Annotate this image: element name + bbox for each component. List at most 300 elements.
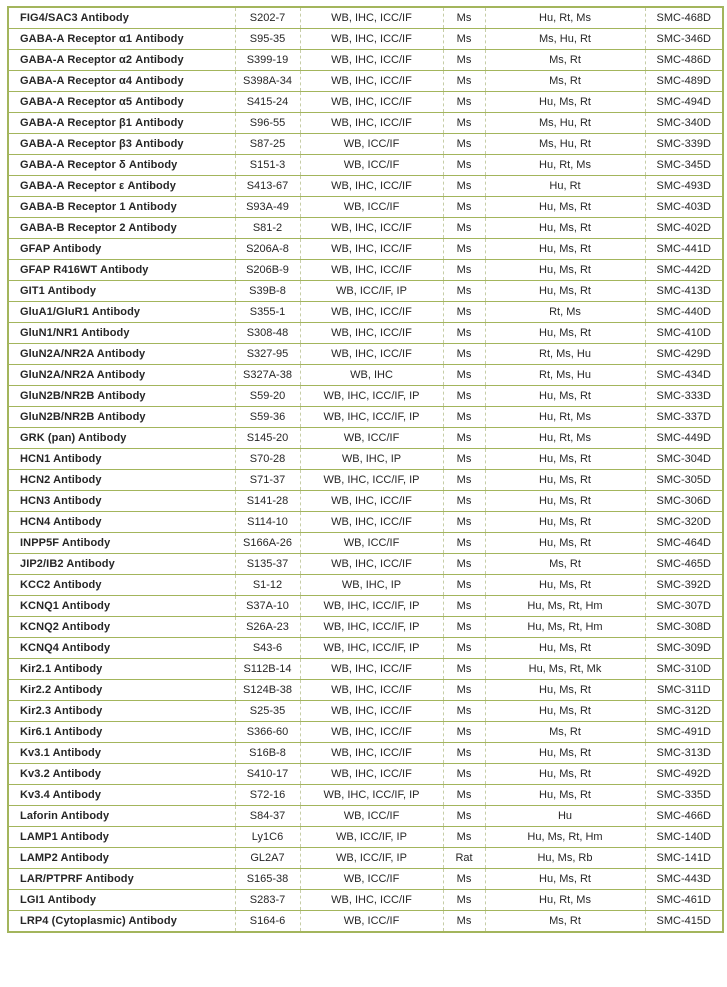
catalog-cell: SMC-308D: [645, 617, 723, 638]
clone-cell: GL2A7: [235, 848, 300, 869]
clone-cell: S59-36: [235, 407, 300, 428]
catalog-cell: SMC-320D: [645, 512, 723, 533]
host-cell: Ms: [443, 29, 485, 50]
clone-cell: S81-2: [235, 218, 300, 239]
table-row: [8, 806, 723, 827]
applications-cell: WB, IHC, ICC/IF, IP: [300, 638, 443, 659]
table-row: [8, 260, 723, 281]
catalog-cell: SMC-311D: [645, 680, 723, 701]
reactivity-cell: Hu, Ms, Rt: [485, 575, 645, 596]
applications-cell: WB, IHC, ICC/IF: [300, 71, 443, 92]
applications-cell: WB, IHC, ICC/IF: [300, 743, 443, 764]
applications-cell: WB, IHC, ICC/IF: [300, 323, 443, 344]
reactivity-cell: Hu, Ms, Rt: [485, 785, 645, 806]
reactivity-cell: Hu, Ms, Rt: [485, 386, 645, 407]
name-cell: KCNQ4 Antibody: [8, 638, 235, 659]
name-cell: GluN1/NR1 Antibody: [8, 323, 235, 344]
clone-cell: S112B-14: [235, 659, 300, 680]
applications-cell: WB, IHC, ICC/IF: [300, 113, 443, 134]
clone-cell: S141-28: [235, 491, 300, 512]
host-cell: Ms: [443, 617, 485, 638]
reactivity-cell: Hu, Ms, Rt: [485, 701, 645, 722]
name-cell: GABA-A Receptor β1 Antibody: [8, 113, 235, 134]
name-cell: INPP5F Antibody: [8, 533, 235, 554]
catalog-cell: SMC-304D: [645, 449, 723, 470]
name-cell: GABA-A Receptor α5 Antibody: [8, 92, 235, 113]
applications-cell: WB, ICC/IF: [300, 533, 443, 554]
reactivity-cell: Hu, Ms, Rt: [485, 470, 645, 491]
host-cell: Ms: [443, 596, 485, 617]
clone-cell: S16B-8: [235, 743, 300, 764]
table-row: [8, 470, 723, 491]
clone-cell: S93A-49: [235, 197, 300, 218]
host-cell: Ms: [443, 701, 485, 722]
table-row: [8, 239, 723, 260]
host-cell: Ms: [443, 281, 485, 302]
catalog-cell: SMC-402D: [645, 218, 723, 239]
catalog-cell: SMC-306D: [645, 491, 723, 512]
table-row: [8, 533, 723, 554]
catalog-cell: SMC-464D: [645, 533, 723, 554]
table-row: [8, 617, 723, 638]
table-row: [8, 827, 723, 848]
catalog-cell: SMC-494D: [645, 92, 723, 113]
catalog-cell: SMC-440D: [645, 302, 723, 323]
table-row: [8, 176, 723, 197]
catalog-cell: SMC-309D: [645, 638, 723, 659]
host-cell: Ms: [443, 260, 485, 281]
catalog-cell: SMC-465D: [645, 554, 723, 575]
applications-cell: WB, IHC, ICC/IF: [300, 701, 443, 722]
host-cell: Ms: [443, 449, 485, 470]
catalog-cell: SMC-429D: [645, 344, 723, 365]
applications-cell: WB, IHC, IP: [300, 449, 443, 470]
host-cell: Ms: [443, 806, 485, 827]
catalog-cell: SMC-307D: [645, 596, 723, 617]
table-row: [8, 71, 723, 92]
reactivity-cell: Hu, Ms, Rt, Hm: [485, 617, 645, 638]
host-cell: Ms: [443, 911, 485, 933]
clone-cell: S283-7: [235, 890, 300, 911]
host-cell: Ms: [443, 71, 485, 92]
applications-cell: WB, IHC, ICC/IF: [300, 239, 443, 260]
host-cell: Ms: [443, 512, 485, 533]
applications-cell: WB, IHC, ICC/IF: [300, 92, 443, 113]
table-row: [8, 575, 723, 596]
reactivity-cell: Hu, Ms, Rt: [485, 680, 645, 701]
applications-cell: WB, ICC/IF: [300, 806, 443, 827]
reactivity-cell: Rt, Ms, Hu: [485, 365, 645, 386]
catalog-cell: SMC-345D: [645, 155, 723, 176]
host-cell: Ms: [443, 92, 485, 113]
applications-cell: WB, IHC, ICC/IF: [300, 722, 443, 743]
applications-cell: WB, IHC, ICC/IF: [300, 176, 443, 197]
catalog-cell: SMC-310D: [645, 659, 723, 680]
catalog-cell: SMC-346D: [645, 29, 723, 50]
reactivity-cell: Hu, Ms, Rt: [485, 218, 645, 239]
reactivity-cell: Hu, Ms, Rb: [485, 848, 645, 869]
clone-cell: S355-1: [235, 302, 300, 323]
applications-cell: WB, IHC, ICC/IF: [300, 764, 443, 785]
catalog-cell: SMC-442D: [645, 260, 723, 281]
clone-cell: S96-55: [235, 113, 300, 134]
clone-cell: S410-17: [235, 764, 300, 785]
table-row: [8, 890, 723, 911]
antibody-table-body: [8, 7, 723, 932]
name-cell: GluN2B/NR2B Antibody: [8, 407, 235, 428]
catalog-cell: SMC-392D: [645, 575, 723, 596]
host-cell: Ms: [443, 533, 485, 554]
clone-cell: S1-12: [235, 575, 300, 596]
table-row: [8, 386, 723, 407]
applications-cell: WB, IHC, ICC/IF: [300, 890, 443, 911]
reactivity-cell: Hu, Ms, Rt: [485, 869, 645, 890]
applications-cell: WB, IHC, ICC/IF: [300, 680, 443, 701]
host-cell: Ms: [443, 890, 485, 911]
catalog-cell: SMC-313D: [645, 743, 723, 764]
clone-cell: S87-25: [235, 134, 300, 155]
reactivity-cell: Hu, Ms, Rt: [485, 239, 645, 260]
reactivity-cell: Hu, Rt, Ms: [485, 428, 645, 449]
clone-cell: S327A-38: [235, 365, 300, 386]
host-cell: Ms: [443, 323, 485, 344]
table-row: [8, 596, 723, 617]
catalog-cell: SMC-486D: [645, 50, 723, 71]
host-cell: Ms: [443, 428, 485, 449]
applications-cell: WB, IHC, ICC/IF, IP: [300, 386, 443, 407]
reactivity-cell: Ms, Rt: [485, 554, 645, 575]
clone-cell: S95-35: [235, 29, 300, 50]
clone-cell: S135-37: [235, 554, 300, 575]
name-cell: GABA-B Receptor 2 Antibody: [8, 218, 235, 239]
table-row: [8, 449, 723, 470]
reactivity-cell: Hu, Ms, Rt, Hm: [485, 827, 645, 848]
name-cell: FIG4/SAC3 Antibody: [8, 7, 235, 29]
table-row: [8, 743, 723, 764]
host-cell: Ms: [443, 134, 485, 155]
table-row: [8, 344, 723, 365]
clone-cell: S151-3: [235, 155, 300, 176]
name-cell: GluA1/GluR1 Antibody: [8, 302, 235, 323]
table-row: [8, 302, 723, 323]
applications-cell: WB, IHC, ICC/IF: [300, 554, 443, 575]
catalog-cell: SMC-466D: [645, 806, 723, 827]
table-row: [8, 50, 723, 71]
table-row: [8, 764, 723, 785]
table-row: [8, 218, 723, 239]
applications-cell: WB, IHC, ICC/IF: [300, 659, 443, 680]
name-cell: LRP4 (Cytoplasmic) Antibody: [8, 911, 235, 933]
name-cell: GABA-A Receptor δ Antibody: [8, 155, 235, 176]
host-cell: Ms: [443, 827, 485, 848]
catalog-cell: SMC-403D: [645, 197, 723, 218]
table-row: [8, 785, 723, 806]
catalog-cell: SMC-410D: [645, 323, 723, 344]
applications-cell: WB, IHC, ICC/IF, IP: [300, 617, 443, 638]
clone-cell: S37A-10: [235, 596, 300, 617]
host-cell: Ms: [443, 785, 485, 806]
name-cell: Kv3.1 Antibody: [8, 743, 235, 764]
catalog-cell: SMC-449D: [645, 428, 723, 449]
host-cell: Ms: [443, 638, 485, 659]
name-cell: Kv3.2 Antibody: [8, 764, 235, 785]
name-cell: HCN1 Antibody: [8, 449, 235, 470]
name-cell: GABA-A Receptor α1 Antibody: [8, 29, 235, 50]
reactivity-cell: Hu, Ms, Rt: [485, 512, 645, 533]
clone-cell: S26A-23: [235, 617, 300, 638]
name-cell: GABA-A Receptor α2 Antibody: [8, 50, 235, 71]
clone-cell: S145-20: [235, 428, 300, 449]
host-cell: Ms: [443, 218, 485, 239]
applications-cell: WB, ICC/IF, IP: [300, 848, 443, 869]
host-cell: Ms: [443, 869, 485, 890]
applications-cell: WB, ICC/IF: [300, 911, 443, 933]
clone-cell: S43-6: [235, 638, 300, 659]
applications-cell: WB, IHC, ICC/IF: [300, 260, 443, 281]
table-row: [8, 911, 723, 933]
applications-cell: WB, IHC, ICC/IF, IP: [300, 785, 443, 806]
table-row: [8, 428, 723, 449]
catalog-cell: SMC-489D: [645, 71, 723, 92]
name-cell: HCN2 Antibody: [8, 470, 235, 491]
table-row: [8, 134, 723, 155]
catalog-cell: SMC-337D: [645, 407, 723, 428]
reactivity-cell: Hu: [485, 806, 645, 827]
host-cell: Ms: [443, 302, 485, 323]
catalog-cell: SMC-492D: [645, 764, 723, 785]
catalog-cell: SMC-339D: [645, 134, 723, 155]
name-cell: JIP2/IB2 Antibody: [8, 554, 235, 575]
catalog-cell: SMC-140D: [645, 827, 723, 848]
applications-cell: WB, ICC/IF: [300, 155, 443, 176]
name-cell: GIT1 Antibody: [8, 281, 235, 302]
clone-cell: S165-38: [235, 869, 300, 890]
applications-cell: WB, IHC, ICC/IF: [300, 344, 443, 365]
name-cell: GABA-B Receptor 1 Antibody: [8, 197, 235, 218]
applications-cell: WB, IHC, ICC/IF, IP: [300, 596, 443, 617]
host-cell: Ms: [443, 743, 485, 764]
reactivity-cell: Ms, Hu, Rt: [485, 134, 645, 155]
host-cell: Ms: [443, 575, 485, 596]
reactivity-cell: Hu, Ms, Rt: [485, 764, 645, 785]
clone-cell: S70-28: [235, 449, 300, 470]
reactivity-cell: Rt, Ms: [485, 302, 645, 323]
reactivity-cell: Ms, Rt: [485, 71, 645, 92]
name-cell: GFAP Antibody: [8, 239, 235, 260]
clone-cell: Ly1C6: [235, 827, 300, 848]
table-row: [8, 869, 723, 890]
table-row: [8, 638, 723, 659]
name-cell: GluN2B/NR2B Antibody: [8, 386, 235, 407]
name-cell: KCNQ1 Antibody: [8, 596, 235, 617]
host-cell: Ms: [443, 113, 485, 134]
host-cell: Ms: [443, 722, 485, 743]
table-row: [8, 323, 723, 344]
host-cell: Ms: [443, 176, 485, 197]
host-cell: Ms: [443, 386, 485, 407]
clone-cell: S202-7: [235, 7, 300, 29]
clone-cell: S164-6: [235, 911, 300, 933]
clone-cell: S398A-34: [235, 71, 300, 92]
applications-cell: WB, IHC: [300, 365, 443, 386]
clone-cell: S206A-8: [235, 239, 300, 260]
reactivity-cell: Ms, Rt: [485, 722, 645, 743]
catalog-cell: SMC-461D: [645, 890, 723, 911]
host-cell: Ms: [443, 470, 485, 491]
catalog-cell: SMC-493D: [645, 176, 723, 197]
applications-cell: WB, ICC/IF: [300, 197, 443, 218]
host-cell: Ms: [443, 365, 485, 386]
host-cell: Ms: [443, 407, 485, 428]
clone-cell: S366-60: [235, 722, 300, 743]
clone-cell: S399-19: [235, 50, 300, 71]
reactivity-cell: Ms, Rt: [485, 911, 645, 933]
clone-cell: S206B-9: [235, 260, 300, 281]
clone-cell: S413-67: [235, 176, 300, 197]
reactivity-cell: Hu, Rt, Ms: [485, 890, 645, 911]
name-cell: Kir2.2 Antibody: [8, 680, 235, 701]
name-cell: Kir6.1 Antibody: [8, 722, 235, 743]
antibody-product-table: [7, 6, 724, 933]
table-row: [8, 7, 723, 29]
clone-cell: S71-37: [235, 470, 300, 491]
name-cell: GluN2A/NR2A Antibody: [8, 365, 235, 386]
reactivity-cell: Hu, Ms, Rt: [485, 491, 645, 512]
name-cell: Kv3.4 Antibody: [8, 785, 235, 806]
clone-cell: S84-37: [235, 806, 300, 827]
name-cell: KCC2 Antibody: [8, 575, 235, 596]
name-cell: HCN4 Antibody: [8, 512, 235, 533]
name-cell: HCN3 Antibody: [8, 491, 235, 512]
name-cell: GluN2A/NR2A Antibody: [8, 344, 235, 365]
table-row: [8, 197, 723, 218]
reactivity-cell: Hu, Ms, Rt: [485, 92, 645, 113]
table-row: [8, 29, 723, 50]
catalog-cell: SMC-491D: [645, 722, 723, 743]
clone-cell: S415-24: [235, 92, 300, 113]
table-row: [8, 554, 723, 575]
name-cell: LAMP2 Antibody: [8, 848, 235, 869]
host-cell: Ms: [443, 239, 485, 260]
reactivity-cell: Ms, Hu, Rt: [485, 29, 645, 50]
host-cell: Ms: [443, 197, 485, 218]
name-cell: GRK (pan) Antibody: [8, 428, 235, 449]
reactivity-cell: Hu, Ms, Rt: [485, 281, 645, 302]
name-cell: Kir2.3 Antibody: [8, 701, 235, 722]
name-cell: GABA-A Receptor α4 Antibody: [8, 71, 235, 92]
name-cell: LAR/PTPRF Antibody: [8, 869, 235, 890]
reactivity-cell: Hu, Rt: [485, 176, 645, 197]
host-cell: Ms: [443, 50, 485, 71]
catalog-cell: SMC-312D: [645, 701, 723, 722]
applications-cell: WB, ICC/IF, IP: [300, 281, 443, 302]
table-row: [8, 491, 723, 512]
applications-cell: WB, IHC, ICC/IF: [300, 218, 443, 239]
clone-cell: S114-10: [235, 512, 300, 533]
applications-cell: WB, IHC, ICC/IF: [300, 50, 443, 71]
name-cell: Laforin Antibody: [8, 806, 235, 827]
applications-cell: WB, IHC, ICC/IF, IP: [300, 470, 443, 491]
host-cell: Ms: [443, 7, 485, 29]
table-row: [8, 281, 723, 302]
reactivity-cell: Hu, Ms, Rt, Hm: [485, 596, 645, 617]
reactivity-cell: Hu, Ms, Rt: [485, 743, 645, 764]
applications-cell: WB, IHC, ICC/IF: [300, 7, 443, 29]
reactivity-cell: Hu, Rt, Ms: [485, 7, 645, 29]
table-row: [8, 365, 723, 386]
reactivity-cell: Hu, Ms, Rt: [485, 638, 645, 659]
antibody-product-table-container: [7, 6, 724, 933]
reactivity-cell: Hu, Ms, Rt: [485, 323, 645, 344]
reactivity-cell: Hu, Ms, Rt: [485, 533, 645, 554]
applications-cell: WB, ICC/IF, IP: [300, 827, 443, 848]
clone-cell: S124B-38: [235, 680, 300, 701]
clone-cell: S72-16: [235, 785, 300, 806]
table-row: [8, 92, 723, 113]
table-row: [8, 659, 723, 680]
applications-cell: WB, IHC, ICC/IF: [300, 29, 443, 50]
clone-cell: S25-35: [235, 701, 300, 722]
catalog-cell: SMC-415D: [645, 911, 723, 933]
catalog-cell: SMC-441D: [645, 239, 723, 260]
host-cell: Ms: [443, 344, 485, 365]
catalog-cell: SMC-340D: [645, 113, 723, 134]
name-cell: KCNQ2 Antibody: [8, 617, 235, 638]
applications-cell: WB, IHC, ICC/IF: [300, 512, 443, 533]
applications-cell: WB, IHC, ICC/IF: [300, 302, 443, 323]
name-cell: GFAP R416WT Antibody: [8, 260, 235, 281]
reactivity-cell: Hu, Ms, Rt, Mk: [485, 659, 645, 680]
catalog-cell: SMC-443D: [645, 869, 723, 890]
reactivity-cell: Ms, Hu, Rt: [485, 113, 645, 134]
reactivity-cell: Hu, Ms, Rt: [485, 449, 645, 470]
catalog-cell: SMC-333D: [645, 386, 723, 407]
catalog-cell: SMC-413D: [645, 281, 723, 302]
host-cell: Rat: [443, 848, 485, 869]
name-cell: LAMP1 Antibody: [8, 827, 235, 848]
host-cell: Ms: [443, 764, 485, 785]
table-row: [8, 407, 723, 428]
clone-cell: S166A-26: [235, 533, 300, 554]
clone-cell: S39B-8: [235, 281, 300, 302]
reactivity-cell: Rt, Ms, Hu: [485, 344, 645, 365]
host-cell: Ms: [443, 491, 485, 512]
reactivity-cell: Hu, Ms, Rt: [485, 260, 645, 281]
catalog-cell: SMC-468D: [645, 7, 723, 29]
applications-cell: WB, ICC/IF: [300, 869, 443, 890]
name-cell: Kir2.1 Antibody: [8, 659, 235, 680]
catalog-cell: SMC-305D: [645, 470, 723, 491]
host-cell: Ms: [443, 659, 485, 680]
clone-cell: S308-48: [235, 323, 300, 344]
name-cell: GABA-A Receptor β3 Antibody: [8, 134, 235, 155]
reactivity-cell: Ms, Rt: [485, 50, 645, 71]
table-row: [8, 722, 723, 743]
clone-cell: S59-20: [235, 386, 300, 407]
table-row: [8, 512, 723, 533]
table-row: [8, 155, 723, 176]
name-cell: GABA-A Receptor ε Antibody: [8, 176, 235, 197]
applications-cell: WB, IHC, IP: [300, 575, 443, 596]
host-cell: Ms: [443, 554, 485, 575]
reactivity-cell: Hu, Ms, Rt: [485, 197, 645, 218]
applications-cell: WB, IHC, ICC/IF, IP: [300, 407, 443, 428]
reactivity-cell: Hu, Rt, Ms: [485, 407, 645, 428]
clone-cell: S327-95: [235, 344, 300, 365]
table-row: [8, 113, 723, 134]
name-cell: LGI1 Antibody: [8, 890, 235, 911]
table-row: [8, 701, 723, 722]
